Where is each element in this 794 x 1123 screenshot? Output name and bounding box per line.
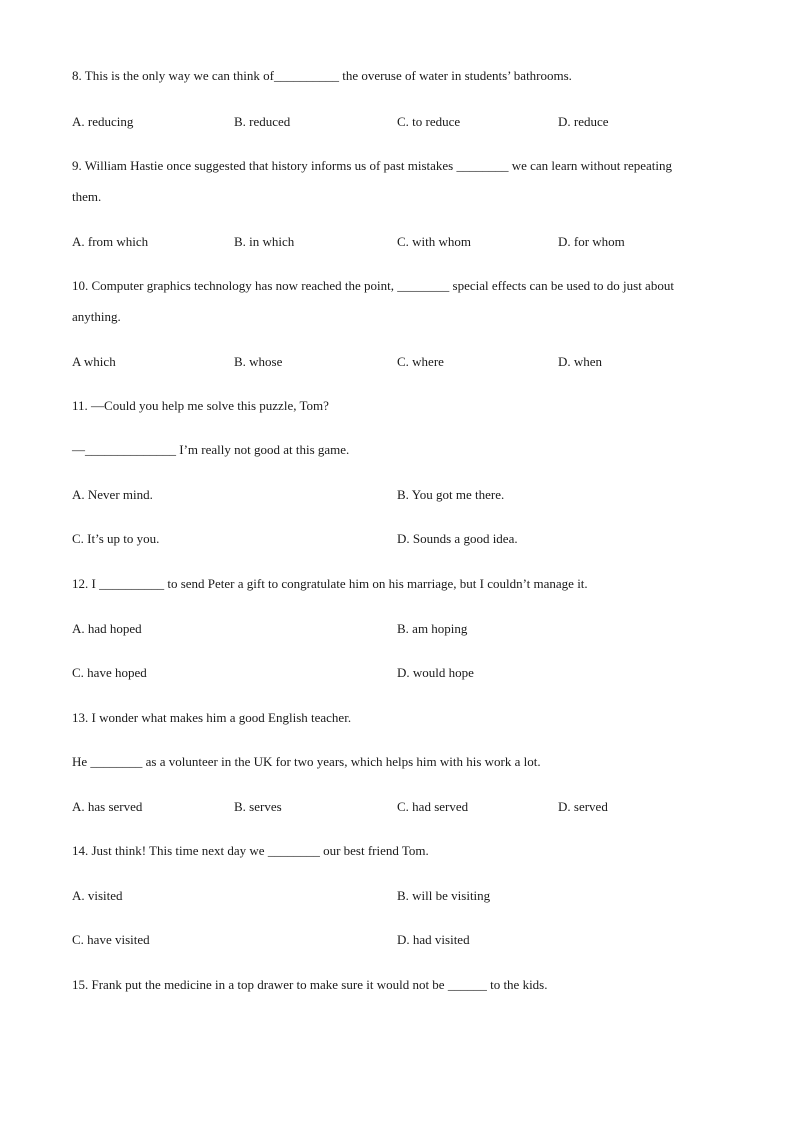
- option-d[interactable]: D. would hope: [397, 665, 474, 680]
- option-c[interactable]: C. with whom: [397, 234, 472, 249]
- option-c[interactable]: C. had served: [397, 799, 469, 814]
- question-13-stem-line-1: 13. I wonder what makes him a good English teacher.: [72, 710, 352, 725]
- question-11-stem-line-2: —______________ I’m really not good at this game.: [72, 442, 350, 457]
- option-d[interactable]: D. Sounds a good idea.: [397, 531, 518, 546]
- option-b[interactable]: B. serves: [234, 799, 282, 814]
- question-9-options: [72, 234, 732, 250]
- option-c[interactable]: C. It’s up to you.: [72, 531, 160, 546]
- option-a[interactable]: A which: [72, 354, 116, 369]
- option-a[interactable]: A. reducing: [72, 114, 134, 129]
- option-b[interactable]: B. in which: [234, 234, 295, 249]
- option-c[interactable]: C. where: [397, 354, 444, 369]
- option-a[interactable]: A. from which: [72, 234, 149, 249]
- question-10-stem-line-2: anything.: [72, 309, 121, 324]
- question-11-stem-line-1: 11. —Could you help me solve this puzzle, Tom?: [72, 398, 329, 413]
- question-11-options-row-2: [72, 531, 732, 547]
- option-d[interactable]: D. reduce: [558, 114, 609, 129]
- question-10-stem-line-1: 10. Computer graphics technology has now reached the point, ________ special effects can be used to do just about: [72, 278, 674, 293]
- option-b[interactable]: B. will be visiting: [397, 888, 491, 903]
- question-11-options-row-1: [72, 487, 732, 503]
- question-8-stem: 8. This is the only way we can think of__________ the overuse of water in students’ bathrooms.: [72, 68, 572, 83]
- option-c[interactable]: C. have hoped: [72, 665, 147, 680]
- option-b[interactable]: B. You got me there.: [397, 487, 505, 502]
- question-12-options-row-2: [72, 665, 732, 681]
- question-9-stem-line-1: 9. William Hastie once suggested that history informs us of past mistakes ________ we can learn without repeating: [72, 158, 672, 173]
- option-d[interactable]: D. served: [558, 799, 608, 814]
- question-15-stem: 15. Frank put the medicine in a top drawer to make sure it would not be ______ to the kids.: [72, 977, 548, 992]
- question-14-options-row-2: [72, 932, 732, 948]
- option-a[interactable]: A. visited: [72, 888, 123, 903]
- question-12-options-row-1: [72, 621, 732, 637]
- option-a[interactable]: A. Never mind.: [72, 487, 153, 502]
- option-b[interactable]: B. am hoping: [397, 621, 468, 636]
- question-10-options: [72, 354, 732, 370]
- question-14-options-row-1: [72, 888, 732, 904]
- option-c[interactable]: C. to reduce: [397, 114, 461, 129]
- question-14-stem: 14. Just think! This time next day we ________ our best friend Tom.: [72, 843, 429, 858]
- option-a[interactable]: A. has served: [72, 799, 143, 814]
- question-12-stem: 12. I __________ to send Peter a gift to congratulate him on his marriage, but I couldn’t manage it.: [72, 576, 588, 591]
- question-9-stem-line-2: them.: [72, 189, 102, 204]
- option-c[interactable]: C. have visited: [72, 932, 150, 947]
- option-d[interactable]: D. for whom: [558, 234, 625, 249]
- option-d[interactable]: D. when: [558, 354, 603, 369]
- option-b[interactable]: B. reduced: [234, 114, 291, 129]
- question-13-options: [72, 799, 732, 815]
- option-d[interactable]: D. had visited: [397, 932, 470, 947]
- question-13-stem-line-2: He ________ as a volunteer in the UK for two years, which helps him with his work a lot.: [72, 754, 541, 769]
- option-b[interactable]: B. whose: [234, 354, 283, 369]
- option-a[interactable]: A. had hoped: [72, 621, 142, 636]
- question-8-options: [72, 114, 732, 130]
